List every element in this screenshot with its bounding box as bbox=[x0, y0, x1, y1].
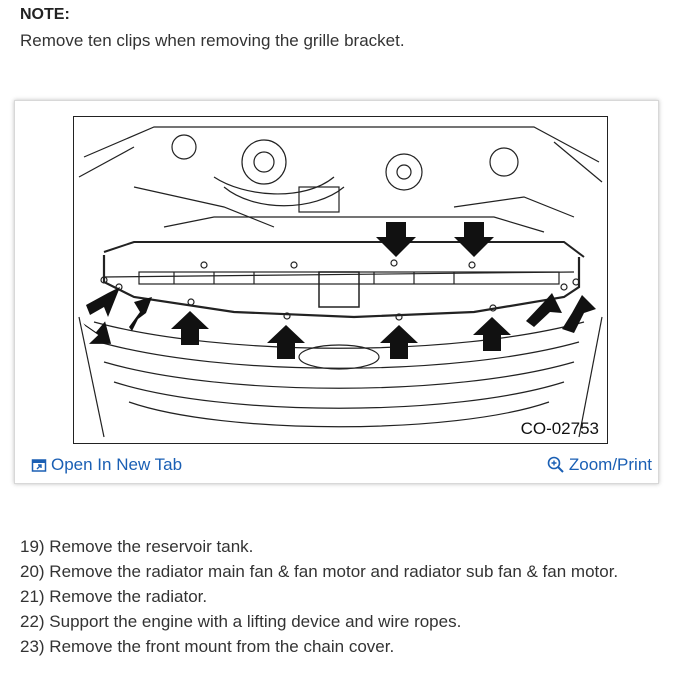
figure-code: CO-02753 bbox=[520, 419, 599, 438]
open-in-new-tab-label: Open In New Tab bbox=[51, 455, 183, 474]
step-item: 19) Remove the reservoir tank. bbox=[20, 537, 254, 556]
step-item: 21) Remove the radiator. bbox=[20, 587, 208, 606]
step-item: 23) Remove the front mount from the chain cover. bbox=[20, 637, 395, 656]
step-item: 22) Support the engine with a lifting device and wire ropes. bbox=[20, 612, 462, 631]
open-in-new-tab-link[interactable] bbox=[31, 455, 182, 475]
figure-panel bbox=[14, 100, 659, 484]
zoom-print-link[interactable] bbox=[547, 455, 652, 475]
note-text: Remove ten clips when removing the grille bracket. bbox=[20, 31, 405, 50]
step-item: 20) Remove the radiator main fan & fan motor and radiator sub fan & fan motor. bbox=[20, 562, 619, 581]
zoom-print-label: Zoom/Print bbox=[568, 455, 652, 474]
note-title: NOTE: bbox=[20, 6, 70, 23]
diagram-drawing bbox=[74, 117, 607, 443]
procedure-steps bbox=[20, 534, 618, 659]
grille-bracket-diagram[interactable] bbox=[73, 116, 608, 444]
open-new-tab-icon bbox=[31, 457, 47, 473]
magnifier-icon bbox=[547, 456, 565, 474]
